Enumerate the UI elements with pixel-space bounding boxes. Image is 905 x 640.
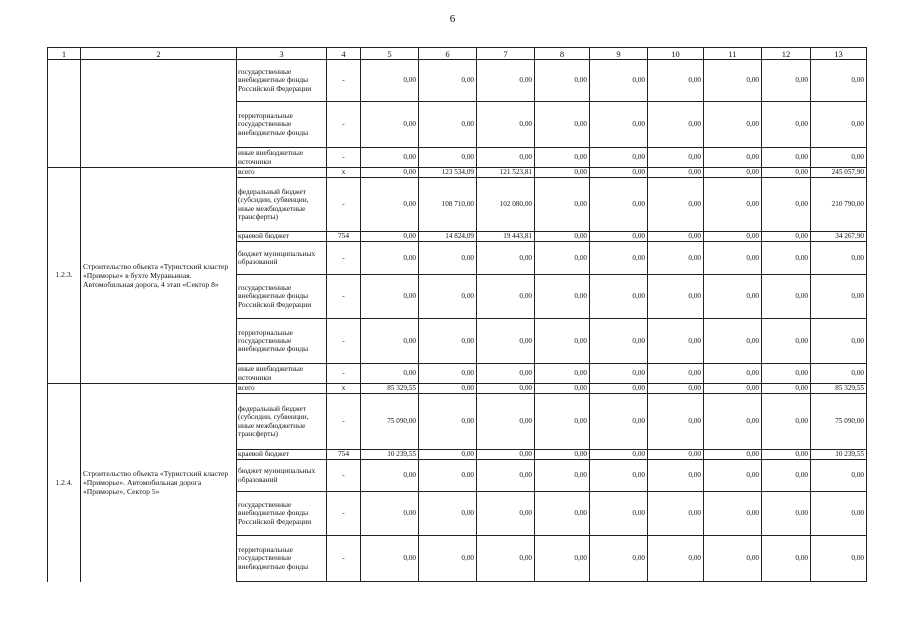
amount-cell: 0,00 [535,536,590,582]
amount-cell: 0,00 [361,275,419,319]
amount-cell: 0,00 [361,102,419,148]
amount-cell: 19 443,81 [477,232,535,242]
amount-cell: 0,00 [590,384,648,394]
amount-cell: 10 239,55 [811,450,867,460]
amount-cell: 0,00 [590,102,648,148]
amount-cell: 0,00 [590,450,648,460]
amount-cell: 0,00 [535,319,590,364]
amount-cell: 0,00 [762,460,811,492]
amount-cell: 0,00 [590,319,648,364]
amount-cell: 0,00 [704,102,762,148]
amount-cell: 0,00 [811,460,867,492]
funding-source-cell: территориальные государственные внебюджетные фонды [237,319,327,364]
amount-cell: 0,00 [361,148,419,168]
amount-cell: 0,00 [648,232,704,242]
row-code-cell: 1.2.4. [48,384,81,582]
admin-code-cell: - [327,364,361,384]
amount-cell: 0,00 [648,242,704,275]
amount-cell: 0,00 [648,148,704,168]
amount-cell: 0,00 [477,492,535,536]
amount-cell: 0,00 [704,364,762,384]
amount-cell: 0,00 [361,178,419,232]
column-number-header: 6 [419,48,477,60]
amount-cell: 123 534,09 [419,168,477,178]
admin-code-cell: - [327,275,361,319]
amount-cell: 0,00 [811,319,867,364]
amount-cell: 0,00 [477,102,535,148]
row-name-cell: Строительство объекта «Туристский кластер «Приморье» в бухте Муравьиная. Автомобильная дорога, 4 этап «Сектор 8» [81,168,237,384]
amount-cell: 0,00 [535,492,590,536]
amount-cell: 210 790,00 [811,178,867,232]
amount-cell: 0,00 [704,178,762,232]
amount-cell: 0,00 [648,492,704,536]
amount-cell: 0,00 [361,319,419,364]
amount-cell: 0,00 [648,60,704,102]
column-number-header: 7 [477,48,535,60]
funding-source-cell: государственные внебюджетные фонды Российской Федерации [237,492,327,536]
amount-cell: 0,00 [419,60,477,102]
amount-cell: 121 523,81 [477,168,535,178]
table-body [48,60,867,582]
admin-code-cell: - [327,460,361,492]
amount-cell: 245 057,90 [811,168,867,178]
admin-code-cell: - [327,60,361,102]
amount-cell: 0,00 [811,102,867,148]
row-code-cell: 1.2.3. [48,168,81,384]
admin-code-cell: 754 [327,232,361,242]
amount-cell: 0,00 [361,232,419,242]
amount-cell: 0,00 [811,242,867,275]
funding-source-cell: федеральный бюджет (субсидии, субвенции, иные межбюджетные трансферты) [237,178,327,232]
amount-cell: 0,00 [535,364,590,384]
amount-cell: 0,00 [590,394,648,450]
amount-cell: 0,00 [762,394,811,450]
amount-cell: 0,00 [590,242,648,275]
admin-code-cell: - [327,394,361,450]
admin-code-cell: х [327,168,361,178]
page-number: 6 [449,13,456,25]
funding-source-cell: государственные внебюджетные фонды Российской Федерации [237,60,327,102]
admin-code-cell: - [327,536,361,582]
amount-cell: 0,00 [419,364,477,384]
amount-cell: 0,00 [648,536,704,582]
amount-cell: 0,00 [477,450,535,460]
admin-code-cell: - [327,148,361,168]
row-name-cell [81,60,237,168]
funding-source-cell: иные внебюджетные источники [237,148,327,168]
amount-cell: 0,00 [590,168,648,178]
amount-cell: 0,00 [535,178,590,232]
amount-cell: 0,00 [648,178,704,232]
amount-cell: 0,00 [419,319,477,364]
amount-cell: 0,00 [535,394,590,450]
column-number-header: 2 [81,48,237,60]
amount-cell: 0,00 [535,242,590,275]
amount-cell: 0,00 [648,394,704,450]
amount-cell: 0,00 [762,148,811,168]
amount-cell: 0,00 [762,242,811,275]
amount-cell: 0,00 [535,148,590,168]
admin-code-cell: - [327,319,361,364]
funding-source-cell: бюджет муниципальных образований [237,242,327,275]
amount-cell: 0,00 [419,102,477,148]
amount-cell: 0,00 [762,319,811,364]
amount-cell: 0,00 [590,232,648,242]
amount-cell: 0,00 [419,460,477,492]
column-number-row [48,48,867,60]
column-number-header: 3 [237,48,327,60]
amount-cell: 0,00 [419,536,477,582]
budget-table-container [47,47,867,582]
funding-source-cell: территориальные государственные внебюджетные фонды [237,536,327,582]
funding-source-cell: всего [237,384,327,394]
amount-cell: 0,00 [535,102,590,148]
amount-cell: 0,00 [648,275,704,319]
amount-cell: 0,00 [762,232,811,242]
amount-cell: 0,00 [361,492,419,536]
amount-cell: 0,00 [648,460,704,492]
amount-cell: 0,00 [811,275,867,319]
amount-cell: 0,00 [419,242,477,275]
amount-cell: 0,00 [648,364,704,384]
amount-cell: 0,00 [590,492,648,536]
column-number-header: 5 [361,48,419,60]
column-number-header: 10 [648,48,704,60]
amount-cell: 0,00 [648,168,704,178]
amount-cell: 0,00 [762,178,811,232]
amount-cell: 102 080,00 [477,178,535,232]
amount-cell: 0,00 [590,536,648,582]
amount-cell: 0,00 [704,232,762,242]
column-number-header: 9 [590,48,648,60]
amount-cell: 0,00 [477,394,535,450]
amount-cell: 0,00 [361,242,419,275]
amount-cell: 108 710,00 [419,178,477,232]
amount-cell: 0,00 [590,275,648,319]
amount-cell: 0,00 [590,460,648,492]
budget-table [47,47,867,582]
amount-cell: 75 090,00 [811,394,867,450]
funding-source-cell: территориальные государственные внебюджетные фонды [237,102,327,148]
amount-cell: 85 329,55 [811,384,867,394]
amount-cell: 0,00 [419,492,477,536]
amount-cell: 0,00 [477,384,535,394]
amount-cell: 0,00 [477,242,535,275]
amount-cell: 0,00 [590,364,648,384]
amount-cell: 0,00 [477,460,535,492]
amount-cell: 10 239,55 [361,450,419,460]
amount-cell: 0,00 [361,536,419,582]
amount-cell: 0,00 [535,275,590,319]
amount-cell: 34 267,90 [811,232,867,242]
amount-cell: 0,00 [762,275,811,319]
amount-cell: 0,00 [590,148,648,168]
amount-cell: 0,00 [361,168,419,178]
amount-cell: 0,00 [762,168,811,178]
column-number-header: 8 [535,48,590,60]
amount-cell: 0,00 [419,275,477,319]
table-row [48,168,867,178]
amount-cell: 0,00 [811,364,867,384]
amount-cell: 0,00 [535,460,590,492]
amount-cell: 0,00 [704,394,762,450]
amount-cell: 0,00 [361,60,419,102]
amount-cell: 75 090,00 [361,394,419,450]
amount-cell: 0,00 [648,319,704,364]
amount-cell: 0,00 [811,60,867,102]
amount-cell: 0,00 [477,275,535,319]
amount-cell: 0,00 [704,168,762,178]
amount-cell: 0,00 [648,450,704,460]
admin-code-cell: 754 [327,450,361,460]
admin-code-cell: - [327,178,361,232]
admin-code-cell: - [327,102,361,148]
amount-cell: 0,00 [419,450,477,460]
amount-cell: 0,00 [704,319,762,364]
amount-cell: 0,00 [704,492,762,536]
row-name-cell: Строительство объекта «Туристский кластер «Приморье». Автомобильная дорога «Приморье», Сектор 5» [81,384,237,582]
amount-cell: 0,00 [704,384,762,394]
amount-cell: 0,00 [477,536,535,582]
amount-cell: 0,00 [704,60,762,102]
amount-cell: 0,00 [762,492,811,536]
amount-cell: 0,00 [648,102,704,148]
table-row [48,384,867,394]
amount-cell: 0,00 [419,384,477,394]
column-number-header: 11 [704,48,762,60]
admin-code-cell: - [327,492,361,536]
funding-source-cell: краевой бюджет [237,450,327,460]
column-number-header: 4 [327,48,361,60]
amount-cell: 0,00 [477,319,535,364]
amount-cell: 0,00 [762,364,811,384]
amount-cell: 0,00 [762,536,811,582]
amount-cell: 0,00 [704,148,762,168]
amount-cell: 0,00 [762,102,811,148]
amount-cell: 0,00 [535,450,590,460]
amount-cell: 0,00 [762,450,811,460]
amount-cell: 85 329,55 [361,384,419,394]
amount-cell: 0,00 [648,384,704,394]
amount-cell: 0,00 [762,60,811,102]
column-number-header: 1 [48,48,81,60]
amount-cell: 0,00 [535,384,590,394]
table-row [48,60,867,102]
amount-cell: 0,00 [704,242,762,275]
amount-cell: 14 824,09 [419,232,477,242]
amount-cell: 0,00 [590,60,648,102]
amount-cell: 0,00 [361,364,419,384]
amount-cell: 0,00 [535,60,590,102]
amount-cell: 0,00 [477,364,535,384]
amount-cell: 0,00 [477,148,535,168]
amount-cell: 0,00 [762,384,811,394]
amount-cell: 0,00 [811,492,867,536]
funding-source-cell: краевой бюджет [237,232,327,242]
amount-cell: 0,00 [704,460,762,492]
row-code-cell [48,60,81,168]
amount-cell: 0,00 [361,460,419,492]
amount-cell: 0,00 [704,536,762,582]
admin-code-cell: - [327,242,361,275]
amount-cell: 0,00 [419,394,477,450]
funding-source-cell: всего [237,168,327,178]
funding-source-cell: иные внебюджетные источники [237,364,327,384]
amount-cell: 0,00 [419,148,477,168]
amount-cell: 0,00 [535,168,590,178]
amount-cell: 0,00 [704,450,762,460]
funding-source-cell: государственные внебюджетные фонды Российской Федерации [237,275,327,319]
amount-cell: 0,00 [704,275,762,319]
admin-code-cell: х [327,384,361,394]
column-number-header: 13 [811,48,867,60]
funding-source-cell: бюджет муниципальных образований [237,460,327,492]
amount-cell: 0,00 [811,148,867,168]
amount-cell: 0,00 [590,178,648,232]
amount-cell: 0,00 [477,60,535,102]
column-number-header: 12 [762,48,811,60]
amount-cell: 0,00 [811,536,867,582]
funding-source-cell: федеральный бюджет (субсидии, субвенции, иные межбюджетные трансферты) [237,394,327,450]
amount-cell: 0,00 [535,232,590,242]
